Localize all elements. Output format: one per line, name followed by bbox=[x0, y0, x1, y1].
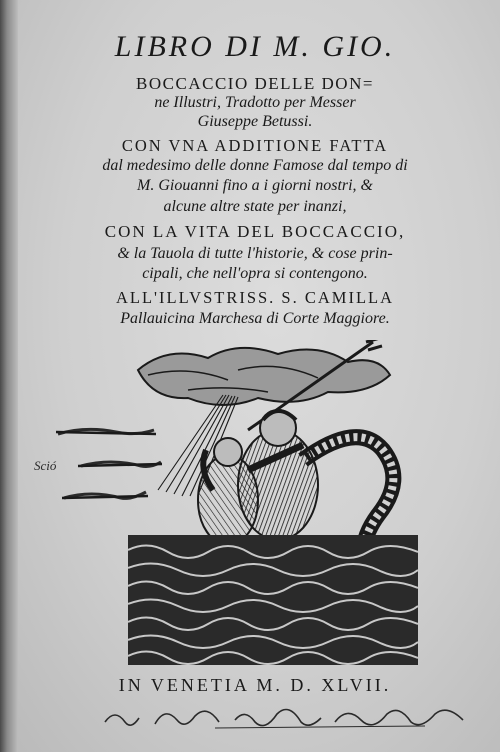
addition-line-3: M. Giouanni fino a i giorni nostri, & bbox=[136, 177, 373, 194]
binding-edge bbox=[0, 0, 18, 752]
waves-block bbox=[128, 535, 418, 665]
addition-line-2: dal medesimo delle donne Famose dal tempo di bbox=[102, 157, 408, 174]
crossed-out-marginalia bbox=[36, 418, 176, 518]
imprint-line: IN VENETIA M. D. XLVII. bbox=[118, 675, 392, 695]
ownership-signature bbox=[95, 700, 475, 736]
title-line-3: ne Illustri, Tradotto per Messer bbox=[154, 94, 356, 111]
title-line-1: LIBRO DI M. GIO. bbox=[114, 30, 396, 63]
dedication-line-1: ALL'ILLVSTRISS. S. CAMILLA bbox=[115, 288, 395, 307]
title-line-4: Giuseppe Betussi. bbox=[197, 113, 313, 130]
life-line-2: & la Tauola di tutte l'historie, & cose prin- bbox=[117, 245, 393, 262]
life-line-3: cipali, che nell'opra si contengono. bbox=[142, 265, 368, 282]
title-line-2: BOCCACCIO DELLE DON= bbox=[136, 74, 374, 93]
life-line-1: CON LA VITA DEL BOCCACCIO, bbox=[104, 222, 406, 241]
addition-line-1: CON VNA ADDITIONE FATTA bbox=[121, 136, 389, 155]
addition-line-4: alcune altre state per inanzi, bbox=[163, 198, 347, 215]
margin-label: Sció bbox=[34, 458, 57, 473]
dedication-line-2: Pallauicina Marchesa di Corte Maggiore. bbox=[120, 310, 390, 327]
